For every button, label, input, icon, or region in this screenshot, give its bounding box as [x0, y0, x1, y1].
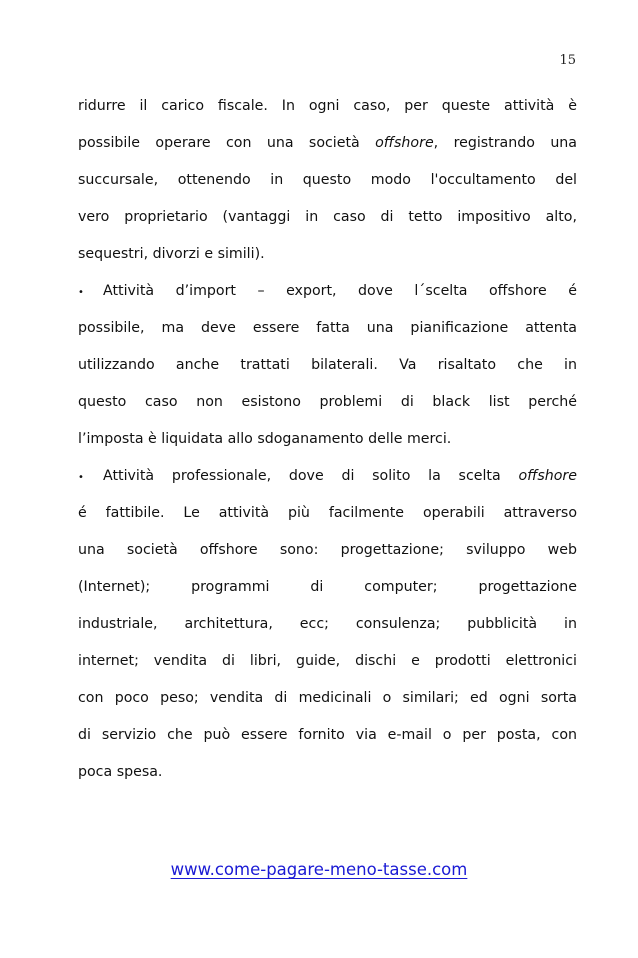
- text-line: succursale, ottenendo in questo modo l'occultamento del: [78, 172, 577, 188]
- text-segment: Attività professionale, dove di solito la scelta: [103, 468, 519, 484]
- text-segment: possibile operare con una società: [78, 135, 376, 151]
- text-line: [78, 125, 577, 162]
- body-text: [78, 88, 577, 791]
- page-number: 15: [559, 53, 576, 68]
- italic-term: offshore: [375, 135, 434, 151]
- text-line: poca spesa.: [78, 764, 163, 780]
- text-line: utilizzando anche trattati bilaterali. Va risaltato che in: [78, 357, 577, 373]
- text-line: questo caso non esistono problemi di black list perché: [78, 394, 577, 410]
- text-line: di servizio che può essere fornito via e-mail o per posta, con: [78, 727, 577, 743]
- text-segment: , registrando una: [433, 135, 577, 151]
- text-line: Attività d’import – export, dove l´scelta offshore é: [103, 283, 577, 299]
- bullet-icon: •: [78, 472, 84, 483]
- text-line: internet; vendita di libri, guide, dischi e prodotti elettronici: [78, 653, 577, 669]
- text-line: possibile, ma deve essere fatta una pianificazione attenta: [78, 320, 577, 336]
- text-line: (Internet); programmi di computer; progettazione: [78, 579, 577, 595]
- text-line: industriale, architettura, ecc; consulenza; pubblicità in: [78, 616, 577, 632]
- text-line: é fattibile. Le attività più facilmente operabili attraverso: [78, 505, 577, 521]
- text-line: ridurre il carico fiscale. In ogni caso, per queste attività è: [78, 98, 577, 114]
- text-line: [103, 458, 577, 495]
- text-line: una società offshore sono: progettazione; sviluppo web: [78, 542, 577, 558]
- bullet-item-professionale: [78, 458, 577, 495]
- bullet-icon: •: [78, 287, 84, 298]
- text-line: sequestri, divorzi e simili).: [78, 246, 265, 262]
- italic-term: offshore: [518, 468, 577, 484]
- text-line: con poco peso; vendita di medicinali o similari; ed ogni sorta: [78, 690, 577, 706]
- text-line: l’imposta è liquidata allo sdoganamento delle merci.: [78, 431, 452, 447]
- text-line: vero proprietario (vantaggi in caso di tetto impositivo alto,: [78, 209, 577, 225]
- footer-website-link[interactable]: www.come-pagare-meno-tasse.com: [170, 860, 468, 879]
- bullet-item-import-export: [78, 273, 577, 310]
